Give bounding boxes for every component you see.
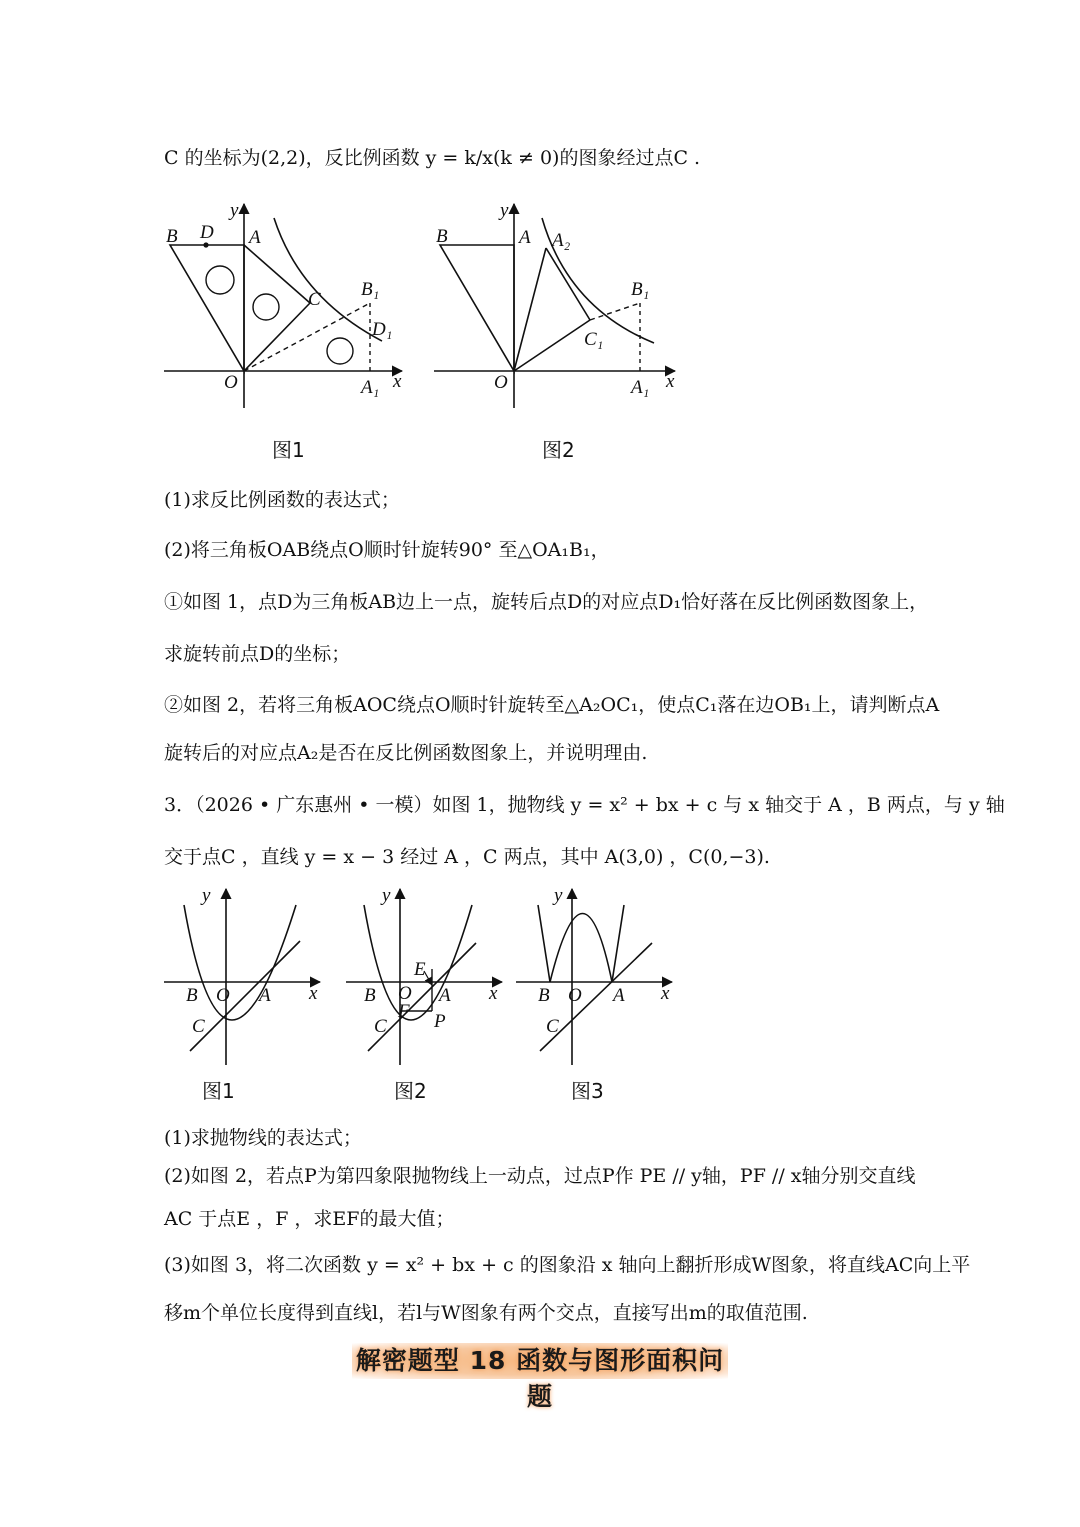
point-label-x: x	[309, 983, 318, 1004]
caption-fig1b: 图1	[202, 1079, 235, 1103]
question-2a-line2: 求旋转前点D的坐标；	[164, 643, 351, 665]
point-label-C: C	[308, 289, 321, 310]
point-label-B1: B₁	[631, 279, 650, 300]
problem-3-line2: 交于点C ，直线 y = x − 3 经过 A ，C 两点，其中 A(3,0) ，C(0,−3).	[164, 846, 770, 868]
problem-3-question-3-line2: 移m个单位长度得到直线l，若l与W图象有两个交点，直接写出m的取值范围.	[164, 1302, 808, 1324]
point-label-B: B	[364, 985, 376, 1006]
figure-2-parabola	[342, 885, 512, 1065]
point-label-A: A	[613, 985, 625, 1006]
point-label-A2: A₂	[552, 230, 571, 251]
point-label-C1: C₁	[584, 329, 604, 350]
point-label-A: A	[249, 227, 261, 248]
point-label-O: O	[398, 983, 412, 1004]
point-label-y: y	[554, 885, 563, 906]
problem-3-question-2-line1: (2)如图 2，若点P为第四象限抛物线上一动点，过点P作 PE // y轴，PF // x轴分别交直线	[164, 1165, 916, 1187]
point-label-A1: A₁	[361, 377, 380, 398]
point-label-y: y	[230, 200, 239, 221]
problem-3-line1: 3．（2026 • 广东惠州 • 一模）如图 1，抛物线 y = x² + bx + c 与 x 轴交于 A ，B 两点，与 y 轴	[164, 794, 1005, 816]
point-label-O: O	[494, 372, 508, 393]
point-label-A: A	[439, 985, 451, 1006]
caption-fig3b: 图3	[571, 1079, 604, 1103]
caption-fig2a: 图2	[542, 438, 575, 462]
point-label-y: y	[500, 200, 509, 221]
point-label-A: A	[519, 227, 531, 248]
caption-fig2b: 图2	[394, 1079, 427, 1103]
point-label-B: B	[538, 985, 550, 1006]
point-label-x: x	[489, 983, 498, 1004]
point-label-C: C	[374, 1016, 387, 1037]
problem-3-question-3-line1: (3)如图 3，将二次函数 y = x² + bx + c 的图象沿 x 轴向上翻折形成W图象，将直线AC向上平	[164, 1254, 971, 1276]
point-label-O: O	[224, 372, 238, 393]
problem-3-question-1: (1)求抛物线的表达式；	[164, 1127, 362, 1149]
question-2a-line1: ①如图 1，点D为三角板AB边上一点，旋转后点D的对应点D₁恰好落在反比例函数图象上，	[164, 591, 929, 613]
point-label-A1: A₁	[631, 377, 650, 398]
point-label-y: y	[382, 885, 391, 906]
folded-parabola-curve	[550, 914, 612, 983]
intro-text: C 的坐标为(2,2)，反比例函数 y = k/x(k ≠ 0)的图象经过点C .	[164, 147, 701, 169]
figure-2-rotation	[430, 198, 690, 408]
question-2: (2)将三角板OAB绕点O顺时针旋转90° 至△OA₁B₁，	[164, 539, 610, 561]
point-label-O: O	[568, 985, 582, 1006]
question-2b-line1: ②如图 2，若将三角板AOC绕点O顺时针旋转至△A₂OC₁，使点C₁落在边OB₁上，请判断点A	[164, 694, 940, 716]
point-label-D1: D₁	[372, 319, 393, 340]
point-label-D: D	[200, 222, 214, 243]
figure-3-folded-parabola	[512, 885, 682, 1065]
figure-1-parabola	[160, 885, 330, 1065]
problem-3-question-2-line2: AC 于点E ，F ，求EF的最大值；	[164, 1208, 455, 1230]
point-label-A: A	[259, 985, 271, 1006]
point-label-O: O	[216, 985, 230, 1006]
point-label-C: C	[192, 1016, 205, 1037]
point-label-x: x	[393, 371, 402, 392]
point-label-B1: B₁	[361, 279, 380, 300]
question-2b-line2: 旋转后的对应点A₂是否在反比例函数图象上，并说明理由.	[164, 742, 648, 764]
point-label-x: x	[666, 371, 675, 392]
caption-fig1a: 图1	[272, 438, 305, 462]
point-label-B: B	[186, 985, 198, 1006]
point-label-C: C	[546, 1016, 559, 1037]
point-label-E: E	[414, 959, 426, 980]
point-label-x: x	[661, 983, 670, 1004]
section-title-banner: 解密题型 18 函数与图形面积问题	[352, 1343, 728, 1379]
point-label-B: B	[436, 226, 448, 247]
line-ac	[190, 941, 300, 1051]
point-label-P: P	[434, 1011, 446, 1032]
figure-1-rotation	[160, 198, 420, 408]
triangle-oab	[170, 245, 244, 371]
point-label-y: y	[202, 885, 211, 906]
point-label-F: F	[398, 1001, 410, 1022]
question-1: (1)求反比例函数的表达式；	[164, 489, 400, 511]
point-label-B: B	[166, 226, 178, 247]
